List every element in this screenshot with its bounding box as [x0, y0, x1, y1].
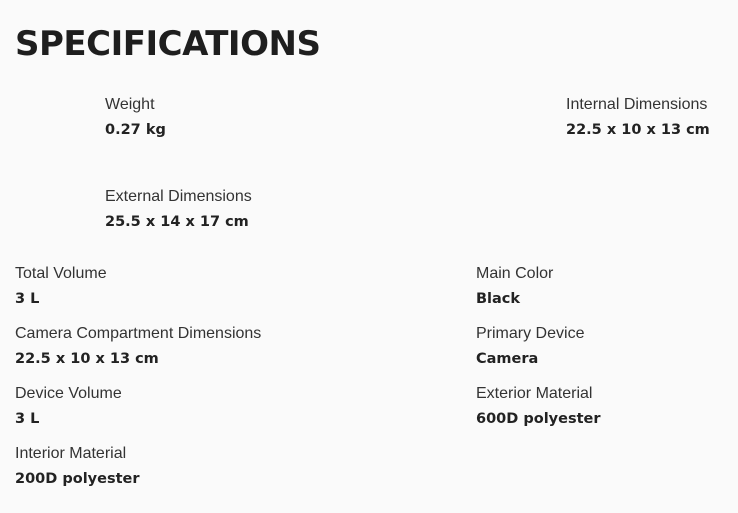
- spec-value: 22.5 x 10 x 13 cm: [566, 122, 710, 138]
- spec-label: Weight: [105, 96, 155, 113]
- spec-weight: [105, 95, 166, 140]
- spec-value: 22.5 x 10 x 13 cm: [15, 351, 159, 367]
- spec-total-volume: [15, 264, 107, 309]
- spec-device-volume: [15, 384, 122, 429]
- spec-external-dimensions: [105, 187, 252, 232]
- spec-value: Camera: [476, 351, 539, 367]
- spec-label: External Dimensions: [105, 188, 252, 205]
- page-title: SPECIFICATIONS: [15, 24, 321, 64]
- spec-label: Main Color: [476, 265, 554, 282]
- spec-value: 200D polyester: [15, 471, 140, 487]
- spec-label: Total Volume: [15, 265, 107, 282]
- spec-label: Internal Dimensions: [566, 96, 708, 113]
- spec-exterior-material: [476, 384, 601, 429]
- spec-label: Camera Compartment Dimensions: [15, 325, 262, 342]
- spec-label: Interior Material: [15, 445, 127, 462]
- spec-value: 25.5 x 14 x 17 cm: [105, 214, 249, 230]
- spec-label: Exterior Material: [476, 385, 593, 402]
- spec-label: Primary Device: [476, 325, 585, 342]
- spec-value: 3 L: [15, 411, 40, 427]
- spec-value: 600D polyester: [476, 411, 601, 427]
- spec-camera-compartment-dimensions: [15, 324, 261, 369]
- spec-interior-material: [15, 444, 140, 489]
- spec-value: Black: [476, 291, 521, 307]
- spec-value: 0.27 kg: [105, 122, 166, 138]
- spec-main-color: [476, 264, 553, 309]
- spec-primary-device: [476, 324, 584, 369]
- spec-label: Device Volume: [15, 385, 122, 402]
- spec-value: 3 L: [15, 291, 40, 307]
- spec-internal-dimensions: [566, 95, 710, 140]
